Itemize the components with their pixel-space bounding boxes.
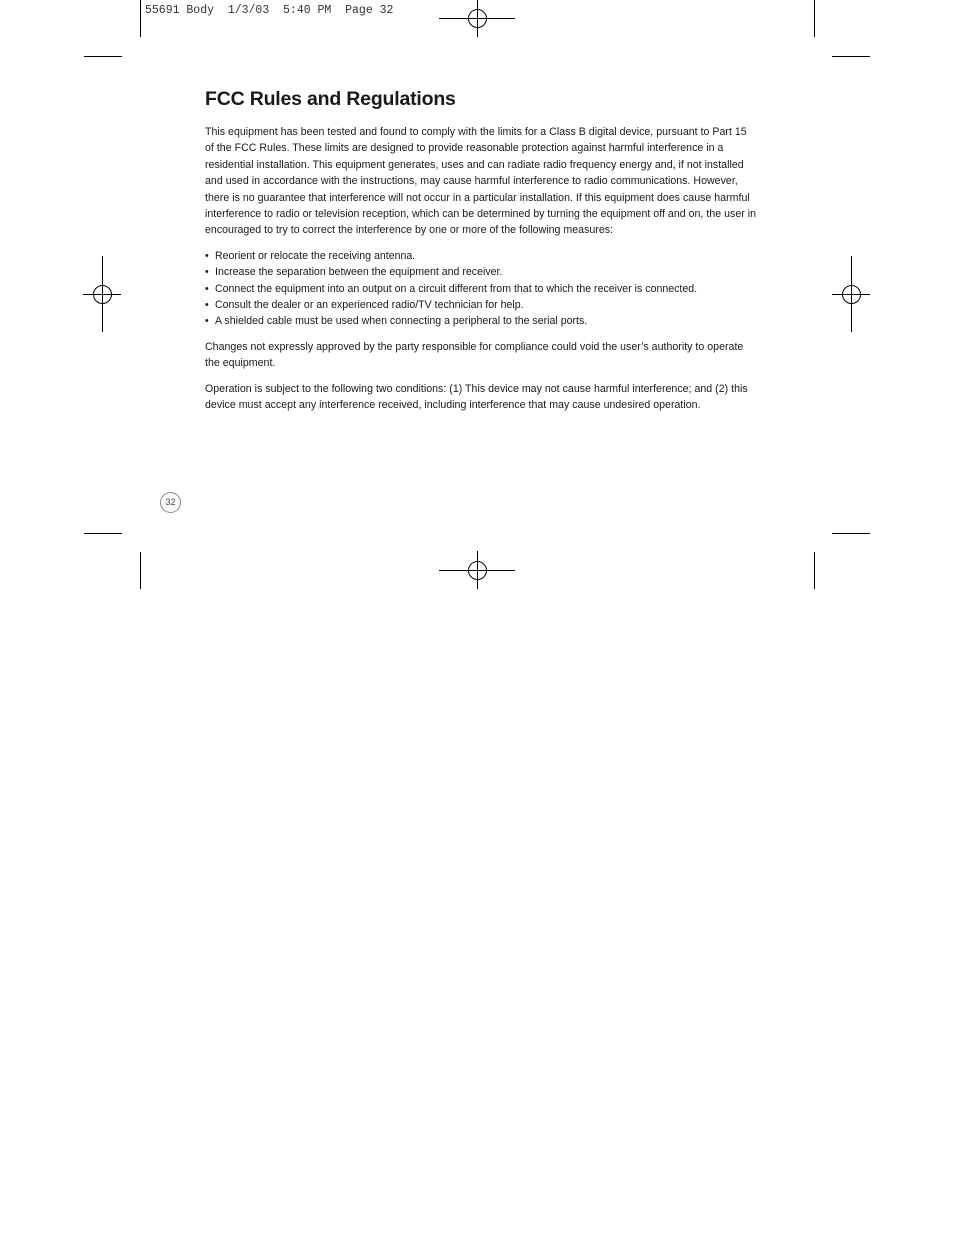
bullet-icon: • bbox=[205, 299, 209, 312]
list-item bbox=[205, 281, 757, 297]
list-item bbox=[205, 297, 757, 313]
bullet-icon: • bbox=[205, 282, 209, 295]
crop-mark-bottom-left-horizontal bbox=[84, 533, 122, 534]
page-title: FCC Rules and Regulations bbox=[205, 88, 456, 110]
changes-paragraph: Changes not expressly approved by the party responsible for compliance could void the user’s authority to operate the equipment. bbox=[205, 340, 744, 370]
operation-paragraph: Operation is subject to the following two conditions: (1) This device may not cause harmful interference; and (2) this device must accept any interference received, including interference that may cause undesired operation. bbox=[205, 382, 748, 412]
page-content bbox=[205, 88, 757, 423]
bullet-icon: • bbox=[205, 249, 209, 262]
list-item-text: Increase the separation between the equipment and receiver. bbox=[215, 266, 503, 279]
print-slug-line: 55691 Body 1/3/03 5:40 PM Page 32 bbox=[145, 4, 394, 17]
list-item bbox=[205, 313, 757, 329]
list-item bbox=[205, 248, 757, 264]
crop-mark-top-right-horizontal bbox=[832, 56, 870, 57]
page-number-badge: 32 bbox=[160, 492, 181, 513]
crop-mark-bottom-left-vertical bbox=[140, 552, 141, 589]
list-item-text: Consult the dealer or an experienced radio/TV technician for help. bbox=[215, 299, 524, 312]
bullet-icon: • bbox=[205, 266, 209, 279]
bullet-icon: • bbox=[205, 315, 209, 328]
intro-paragraph: This equipment has been tested and found to comply with the limits for a Class B digital device, pursuant to Part 15 of the FCC Rules. These limits are designed to provide reasonable protection against harmful interference in a residential installation. This equipment generates, uses and can radiate radio frequency energy and, if not installed and used in accordance with the instructions, may cause harmful interference to radio communications. However, there is no guarantee that interference will not occur in a particular installation. If this equipment does cause harmful interference to radio or television reception, which can be determined by turning the equipment off and on, the user in encouraged to try to correct the interference by one or more of the following measures: bbox=[205, 126, 757, 237]
crop-mark-top-left-horizontal bbox=[84, 56, 122, 57]
crop-mark-bottom-right-horizontal bbox=[832, 533, 870, 534]
list-item-text: A shielded cable must be used when connecting a peripheral to the serial ports. bbox=[215, 315, 588, 328]
measures-list bbox=[205, 248, 757, 330]
list-item-text: Connect the equipment into an output on a circuit different from that to which the receiver is connected. bbox=[215, 282, 698, 295]
list-item-text: Reorient or relocate the receiving antenna. bbox=[215, 249, 416, 262]
crop-mark-top-right-vertical bbox=[814, 0, 815, 37]
list-item bbox=[205, 264, 757, 280]
crop-mark-top-left-vertical bbox=[140, 0, 141, 37]
crop-mark-bottom-right-vertical bbox=[814, 552, 815, 589]
